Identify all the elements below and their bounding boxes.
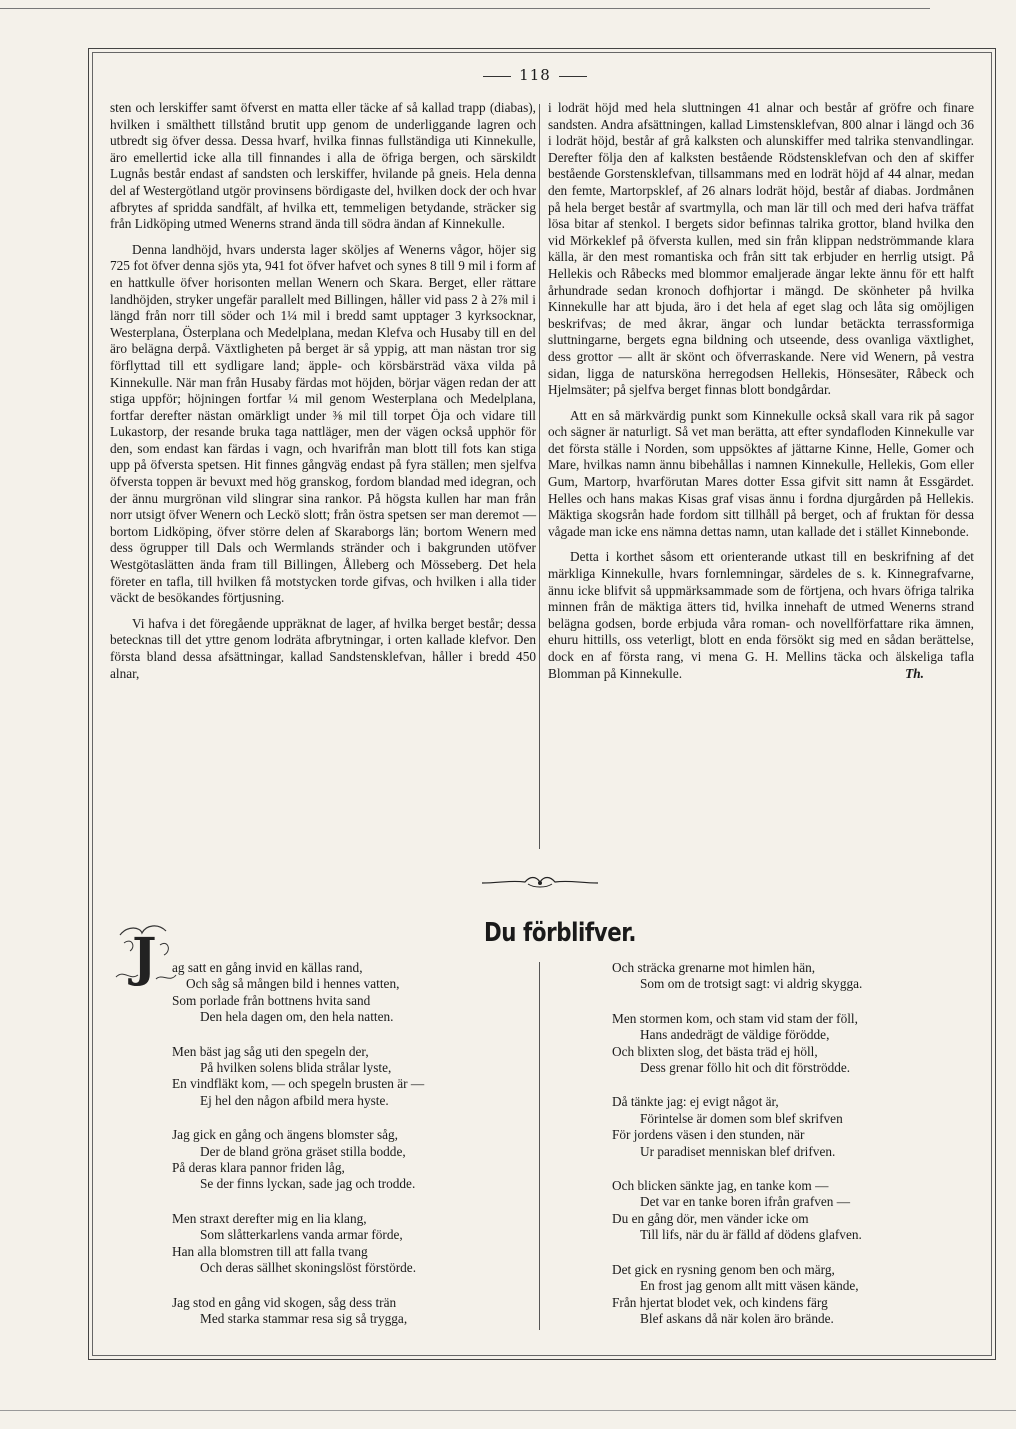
poem-stanza <box>172 1295 572 1328</box>
poem-stanza <box>612 1094 1012 1160</box>
poem-stanza <box>612 960 1012 993</box>
poem-line: Du en gång dör, men vänder icke om <box>612 1210 809 1226</box>
author-signature: Th. <box>905 665 924 681</box>
poem-title: Du förblifver. <box>483 918 637 948</box>
poem-line: Det gick en rysning genom ben och märg, <box>612 1261 835 1277</box>
poem-line: Blef askans då när kolen äro brände. <box>640 1310 834 1326</box>
poem-line: Och såg så mången bild i hennes vatten, <box>186 976 400 992</box>
article-paragraph: i lodrät höjd med hela sluttningen 41 alnar och består af gröfre och finare sandsten. Andra afsättningen, kallad Limstensklefvan, 800 alnar i längd och 36 i lodrät höjd, består af grå kalksten och alunskiffer med talrika stenvandlingar. Derefter följa den af kalksten bestående Rödstensklefvan och den af skiffer bestående Gorstensklefvan, tillsammans med en lodrät höjd af 44 alnar, medan den femte, Martorpsklef, af 26 alnars lodrät höjd, består af diabas. Jordmånen på hela berget består af svartmylla, och man lär till och med deri hafva träffat lösa bitar af stenkol. I bergets sidor befinnas talrika grottor, bland hvilka den vid Mörkeklef på öfversta kullen, med sin från klippan nedströmmande klara källa, är den mest romantiska och från sitt tak erbjuder en herrlig utsigt. På Hellekis och Råbecks med blommor emaljerade ängar lekte ännu för ett halft århundrade sedan kronoch dofhjortar i mängd. De skönheter på hvilka Kinnekulle har att bjuda, äro i det hela af eget slag och låta sig omöjligen beskrifvas; de med åkrar, ängar och lundar betäckta terrassformiga sluttningarne, bergets egna bildning och utseende, dess ovanliga växtlighet, dess grottor — allt är skönt och öfverraskande. Nere vid Wenern, på vestra sidan, ligga de natursköna herregodsen Hellekis, Hönsesäter, Råbeck och Hjelmsäter; på sjelfva berget finnas blott bondgårdar. <box>548 100 974 398</box>
poem-line: Som slåtterkarlens vanda armar förde, <box>200 1227 403 1243</box>
poem-column-divider <box>539 962 540 1330</box>
poem-line: På hvilken solens blida strålar lyste, <box>200 1060 392 1076</box>
poem-line: Som om de trotsigt sagt: vi aldrig skygga. <box>640 976 863 992</box>
poem-stanza <box>612 1011 1012 1077</box>
poem-line: Jag gick en gång och ängens blomster såg, <box>172 1127 398 1143</box>
poem-line: Med starka stammar resa sig så trygga, <box>200 1310 408 1326</box>
poem-line: Till lifs, när du är fälld af dödens glafven. <box>640 1227 862 1243</box>
poem-line: Från hjertat blodet vek, och kindens färg <box>612 1294 828 1310</box>
poem-line: Förintelse är domen som blef skrifven <box>640 1110 843 1126</box>
poem-stanza <box>172 1127 572 1193</box>
poem-line: En frost jag genom allt mitt väsen kände, <box>640 1278 859 1294</box>
poem-line: Men straxt derefter mig en lia klang, <box>172 1210 367 1226</box>
column-divider <box>539 104 540 849</box>
poem-line: På deras klara pannor friden låg, <box>172 1160 345 1176</box>
decorative-initial-icon <box>110 917 180 987</box>
poem-line: Der de bland gröna gräset stilla bodde, <box>200 1143 406 1159</box>
poem-line: Dess grenar föllo hit och dit förströdde. <box>640 1060 851 1076</box>
poem-right-column <box>612 960 1012 1345</box>
poem-stanza <box>172 960 572 1026</box>
poem-line: Då tänkte jag: ej evigt något är, <box>612 1094 779 1110</box>
article-paragraph: sten och lerskiffer samt öfverst en matta eller täcke af så kallad trapp (diabas), hvilken i smälthett tillstånd brutit upp genom de underliggande lagren och utbredt sig öfver dessa. Dessa hvarf, hvilka finnas fullständiga uti Kinnekulle, äro emellertid icke alla till finnandes i alla de öfriga bergen, och särskildt Lugnås består endast af sandsten och lerskiffer, hvilande på gneis. Hela denna del af Westergötland utgör provinsens bördigaste del, hvilken dock der och hvar afbrytes af spridda sandfält, af hvilka ett, temmeligen betydande, sträcker sig från Lidköping utmed Wenerns strand ända till södra ändan af Kinnekulle. <box>110 100 536 232</box>
poem-line: ag satt en gång invid en källas rand, <box>172 960 363 975</box>
svg-text:J: J <box>132 927 157 987</box>
poem-line: Den hela dagen om, den hela natten. <box>200 1009 394 1025</box>
ornament-divider <box>480 872 600 892</box>
poem-line: Och sträcka grenarne mot himlen hän, <box>612 960 816 975</box>
top-rule <box>0 8 930 9</box>
poem-left-column <box>172 960 572 1345</box>
page-number: 118 <box>440 66 630 84</box>
article-paragraph: Detta i korthet såsom ett orienterande utkast till en beskrifning af det märkliga Kinnekulle, hvars fornlemningar, särdeles de s. k. Kinnegrafvarne, ännu icke blifvit så uppmärksammade som de förtjena, och hvars öfriga talrika minnen från de mäktiga ätters tid, hvilka innehaft de utmed Wenerns strand belägna godsen, borde erbjuda våra roman- och novellförfattare rika ämnen, ehuru hittills, oss veterligt, blott en enda försökt sig med en sådan berättelse, dock en af första rang, vi mena G. H. Mellins täcka och älskeliga tafla Blomman på Kinnekulle. Th. <box>548 549 974 681</box>
poem-line: Han alla blomstren till att falla tvang <box>172 1243 368 1259</box>
poem-line: För jordens väsen i den stunden, när <box>612 1127 805 1143</box>
poem-line: Och deras sällhet skoningslöst förstörde. <box>200 1260 417 1276</box>
poem-line: Jag stod en gång vid skogen, såg dess trän <box>172 1294 397 1310</box>
poem-line: Ur paradiset menniskan blef drifven. <box>640 1143 836 1159</box>
poem-line: Och blixten slog, det bästa träd ej höll, <box>612 1043 818 1059</box>
poem-stanza <box>172 1044 572 1110</box>
poem-line: En vindfläkt kom, — och spegeln brusten är — <box>172 1076 425 1092</box>
poem-line: Ej hel den någon afbild mera hyste. <box>200 1092 389 1108</box>
article-paragraph: Att en så märkvärdig punkt som Kinnekulle också skall vara rik på sagor och sägner är naturligt. Så vet man berätta, att efter syndafloden Kinnekulle var det första ställe i Norden, som uppsöktes af jättarne Kinne, Helle, Gomer och Mare, hvilkas namn ännu bibehållas i namnen Kinnekulle, Hellekis, Gom eller Gum, Martorp, hvarförutan Mares dotter Essa gifvit sitt namn åt Essgärdet. Helles och hans makas Kisas graf visas ännu i fordna djurgården på Hellekis. Mäktiga skogsrån hade fordom sitt tillhåll på berget, och af fruktan för dessa vågade man icke ens nämna dettas namn, utan kallade det i stället Kinnebonde. <box>548 407 974 539</box>
article-left-column <box>110 100 536 691</box>
poem-line: Och blicken sänkte jag, en tanke kom — <box>612 1178 829 1194</box>
poem-stanza <box>612 1262 1012 1328</box>
poem-line: Se der finns lyckan, sade jag och trodde. <box>200 1176 416 1192</box>
poem-line: Men stormen kom, och stam vid stam der föll, <box>612 1010 858 1026</box>
poem-line: Som porlade från bottnens hvita sand <box>172 992 371 1008</box>
poem-line: Det var en tanke boren ifrån grafven — <box>640 1194 851 1210</box>
article-paragraph: Denna landhöjd, hvars understa lager sköljes af Wenerns vågor, höjer sig 725 fot öfver denna sjös yta, 941 fot öfver hafvet och synes 8 till 9 mil i form af en hattkulle öfver horisonten mellan Wenern och Skara. Berget, eller rättare landhöjden, stryker ungefär parallelt med Billingen, håller vid pass 2 à 2⅞ mil i längd från norr till söder och 1¼ mil i bredd samt upptager 3 kyrksocknar, Westerplana, Österplana och Medelplana, medan Klefva och Husaby till en del äro belägna derpå. Växtligheten på berget är så yppig, att man nästan tror sig förflyttad till ett sydligare land; äpple- och körsbärsträd växa vilda på Kinnekulle. När man från Husaby färdas mot höjden, börjar vägen redan der att stiga uppför; höjningen fortfar ¼ mil genom Westerplana och Medelplana, fortfar derefter nästan omärkligt under ⅜ mil till torpet Öja och vidare till Lukastorp, der resande bruka taga nattläger, men der vägen också upphör för den, som endast kan färdas i vagn, och hvarifrån man blott till fots kan stiga upp på öfversta spetsen. Hit finnes gångväg endast på fyra ställen; men sjelfva öfversta toppen är bevuxt med hög granskog, fordom blandad med idegran, och der ännu murgrönan vild slingrar sina rankor. På högsta kullen har man från norr utsigt öfver Wenern och Leckö slott; från östra spetsen ser man deremot — bortom Lidköping, öfver större delen af Skaraborgs län; bortom Wenern med dess ögrupper till Dals och Wermlands stränder och i bakgrunden utöfver Westgötaslätten ända fram till Billingen, Ålleberg och Mösseberg. Det hela företer en tafla, till hvilken få motstycken torde gifvas, och hvilken i alla tider väckt de besökandes förtjusning. <box>110 241 536 606</box>
poem-line: Hans andedrägt de väldige förödde, <box>640 1027 830 1043</box>
bottom-rule <box>0 1410 1016 1411</box>
poem-stanza <box>172 1211 572 1277</box>
poem-stanza <box>612 1178 1012 1244</box>
poem-line: Men bäst jag såg uti den spegeln der, <box>172 1043 369 1059</box>
article-right-column <box>548 100 974 691</box>
article-paragraph: Vi hafva i det föregående uppräknat de lager, af hvilka berget består; dessa betecknas till det yttre genom lodräta afbrytningar, i orten kallade klefvor. Den första bland dessa afsättningar, kallad Sandstensklefvan, håller i bredd 450 alnar, <box>110 615 536 681</box>
